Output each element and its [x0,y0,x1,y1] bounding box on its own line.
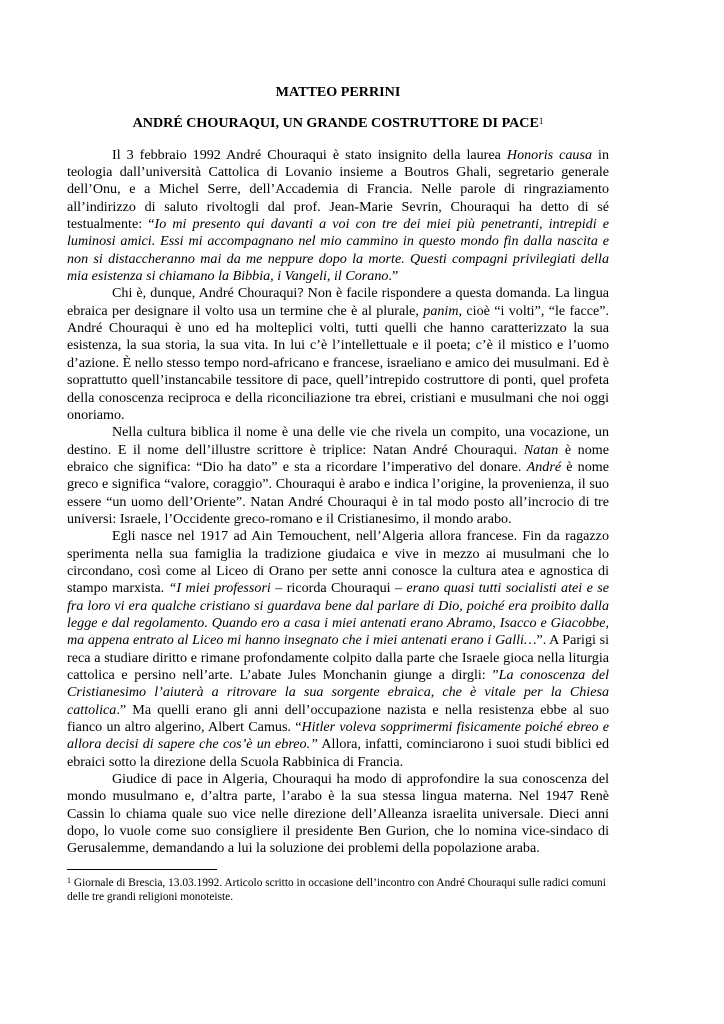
paragraph-3 [67,424,609,528]
text-run: Nella cultura biblica il nome è una delle vie che rivela un compito, una vocazione, un destino. E il nome dell’illustre scrittore è triplice: Natan André Chouraqui. [67,424,609,458]
footnote [67,876,609,905]
italic-quote: Hitler voleva sopprimermi fisicamente poiché ebreo e allora decisi di sapere che cos’è un ebreo.” [67,719,609,753]
footnote-marker: 1 [67,875,71,885]
footnote-reference: 1 [538,116,544,127]
document-page [67,84,609,905]
italic-run: André [526,458,562,475]
text-run: Allora, infatti, cominciarono i suoi studi biblici ed ebraici sotto la direzione della Scuola Rabbinica di Francia. [67,736,610,770]
text-run: è nome ebraico che significa: “Dio ha dato” e sta a ricordare l’imperativo del donare. [67,441,609,475]
paragraph-2 [67,285,609,424]
italic-quote: Io mi presento qui davanti a voi con tre dei miei più penetranti, intrepidi e luminosi amici. Essi mi accompagnano nel mio cammino in questo mondo fin dalla nascita e non si distaccheranno mai da me neppure dopo la morte. Questi compagni privilegiati della mia esistenza si chiamano la Bibbia, i Vangeli, il Corano [67,216,609,285]
paragraph-4 [67,528,609,771]
text-run: .” [388,268,399,285]
italic-quote: erano quasi tutti socialisti atei e se fra loro vi era qualche cristiano si guardava bene dal parlare di Dio, poiché era proibito dalla legge e dal regolamento. Quando ero a casa i miei antenati erano Abramo, Isacco e Giacobbe, ma appena entrato al Liceo mi hanno insegnato che i miei antenati erano i Galli… [67,580,610,649]
footnote-text: Giornale di Brescia, 13.03.1992. Articolo scritto in occasione dell’incontro con André Chouraqui sulle radici comuni delle tre grandi religioni monoteiste. [67,876,606,904]
text-run: Il 3 febbraio 1992 André Chouraqui è stato insignito della laurea [112,146,507,163]
italic-quote: La conoscenza del Cristianesimo l’aiuterà a ritrovare la sua sorgente ebraica, che è vitale per la Chiesa cattolica [67,667,609,718]
text-run: cioè “i volti”, “le facce”. André Chouraqui è uno ed ha molteplici volti, tutti quelli che hanno caratterizzato la sua esistenza, la sua storia, la sua vita. In lui c’è l’intellettuale e il poeta; c’è il mistico e l’uomo d’azione. È nello stesso tempo nord-africano e francese, israeliano e amico dei musulmani. Ed è soprattutto quell’instancabile tessitore di pace, quell’intrepido costruttore di ponti, quel profeta della conoscenza reciproca e della riconciliazione tra ebrei, cristiani e musulmani che noi oggi onoriamo. [67,302,609,423]
author-name: MATTEO PERRINI [275,84,401,100]
text-run: – ricorda Chouraqui – [270,580,407,597]
paragraph-1 [67,147,609,286]
italic-run: Natan [523,441,559,458]
italic-run: panim, [423,302,463,319]
text-run: Egli nasce nel 1917 ad Ain Temouchent, nell’Algeria allora francese. Fin da ragazzo sperimenta nella sua famiglia la tradizione giudaica e vive in mezzo ai musulmani che lo circondano, così come al Liceo di Orano per sette anni conosce la cultura atea e agnostica di stampo marxista. [67,528,609,597]
italic-quote: “I miei professori [168,580,271,597]
text-run: Chi è, dunque, André Chouraqui? Non è facile rispondere a questa domanda. La lingua ebraica per designare il volto usa un termine che è al plurale, [67,285,609,319]
text-run: è nome greco e significa “valore, coraggio”. Chouraqui è arabo e indica l’origine, la provenienza, il suo essere “un uomo dell’Oriente”. Natan André Chouraqui è in tal modo posto all’incrocio di tre universi: Israele, l’Occidente greco-romano e il Cristianesimo, il mondo arabo. [67,458,609,527]
italic-run: Honoris causa [506,146,593,163]
paragraph-5: Giudice di pace in Algeria, Chouraqui ha modo di approfondire la sua conoscenza del mondo musulmano e, d’altra parte, l’arabo è la sua stessa lingua materna. Nel 1947 Renè Cassin lo chiama quale suo vice nelle direzione dell’Alleanza israelita universale. Dieci anni dopo, lo vuole come suo consigliere il presidente Ben Gurion, che lo nomina vice-sindaco di Gerusalemme, demandando a lui la soluzione dei problemi della popolazione araba. [67,771,609,857]
article-title-text: ANDRÉ CHOURAQUI, UN GRANDE COSTRUTTORE DI PACE [132,115,539,132]
text-run: in teologia dall’università Cattolica di Lovanio insieme a Boutros Ghali, segretario generale dell’Onu, e a Michel Serre, dell’Accademia di Francia. Nelle parole di ringraziamento all’indirizzo di saluto rivoltogli dal prof. Jean-Marie Sevrin, Chouraqui ha detto di sé testualmente: “ [67,146,609,233]
text-run: .” Ma quelli erano gli anni dell’occupazione nazista e nella resistenza ebbe al suo fianco un altro algerino, Albert Camus. “ [67,701,609,736]
footnote-divider [67,869,217,870]
text-run: ”. A Parigi si reca a studiare diritto e rimane profondamente colpito dalla parte che Israele gioca nella liturgia cattolica e persino nell’arte. L’abate Jules Monchanin giunge a dirgli: ” [67,632,609,683]
article-title [67,115,609,132]
